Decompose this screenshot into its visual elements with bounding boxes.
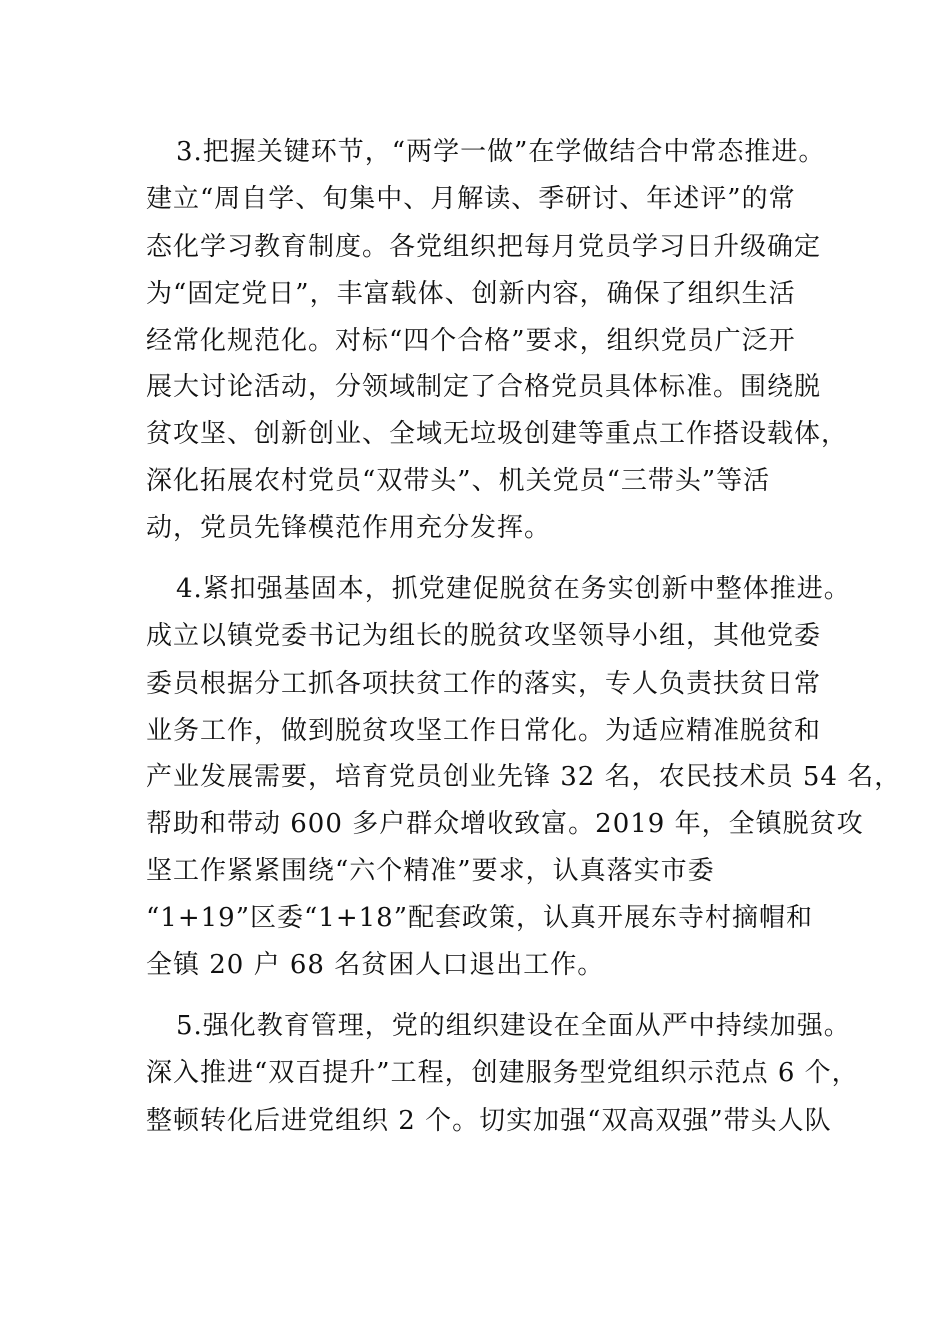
paragraph-4-line-8: “1+19”区委“1+18”配套政策，认真开展东寺村摘帽和 xyxy=(146,903,813,933)
paragraph-4-line-3: 委员根据分工抓各项扶贫工作的落实，专人负责扶贫日常 xyxy=(146,669,822,699)
paragraph-3-line-4: 为“固定党日”，丰富载体、创新内容，确保了组织生活 xyxy=(146,279,796,309)
paragraph-4-line-1: 4.紧扣强基固本，抓党建促脱贫在务实创新中整体推进。 xyxy=(176,574,851,604)
paragraph-4-line-5: 产业发展需要，培育党员创业先锋 32 名，农民技术员 54 名， xyxy=(146,762,902,792)
paragraph-4-line-9: 全镇 20 户 68 名贫困人口退出工作。 xyxy=(146,950,605,980)
paragraph-3-line-2: 建立“周自学、旬集中、月解读、季研讨、年述评”的常 xyxy=(146,184,796,214)
paragraph-3-line-9: 动，党员先锋模范作用充分发挥。 xyxy=(146,513,552,543)
paragraph-5-line-1: 5.强化教育管理，党的组织建设在全面从严中持续加强。 xyxy=(176,1011,851,1041)
paragraph-4-line-7: 坚工作紧紧围绕“六个精准”要求，认真落实市委 xyxy=(146,856,715,886)
paragraph-3-line-6: 展大讨论活动，分领域制定了合格党员具体标准。围绕脱 xyxy=(146,372,822,402)
paragraph-4-line-6: 帮助和带动 600 多户群众增收致富。2019 年，全镇脱贫攻 xyxy=(146,809,864,839)
paragraph-5-line-3: 整顿转化后进党组织 2 个。切实加强“双高双强”带头人队 xyxy=(146,1106,832,1136)
paragraph-3-line-1: 3.把握关键环节，“两学一做”在学做结合中常态推进。 xyxy=(176,137,826,167)
paragraph-3-line-8: 深化拓展农村党员“双带头”、机关党员“三带头”等活 xyxy=(146,466,771,496)
paragraph-3-line-5: 经常化规范化。对标“四个合格”要求，组织党员广泛开 xyxy=(146,326,796,356)
paragraph-3-line-3: 态化学习教育制度。各党组织把每月党员学习日升级确定 xyxy=(146,232,822,262)
paragraph-3-line-7: 贫攻坚、创新创业、全域无垃圾创建等重点工作搭设载体， xyxy=(146,419,849,449)
paragraph-4-line-4: 业务工作，做到脱贫攻坚工作日常化。为适应精准脱贫和 xyxy=(146,716,822,746)
paragraph-4-line-2: 成立以镇党委书记为组长的脱贫攻坚领导小组，其他党委 xyxy=(146,621,822,651)
paragraph-5-line-2: 深入推进“双百提升”工程，创建服务型党组织示范点 6 个， xyxy=(146,1058,859,1088)
